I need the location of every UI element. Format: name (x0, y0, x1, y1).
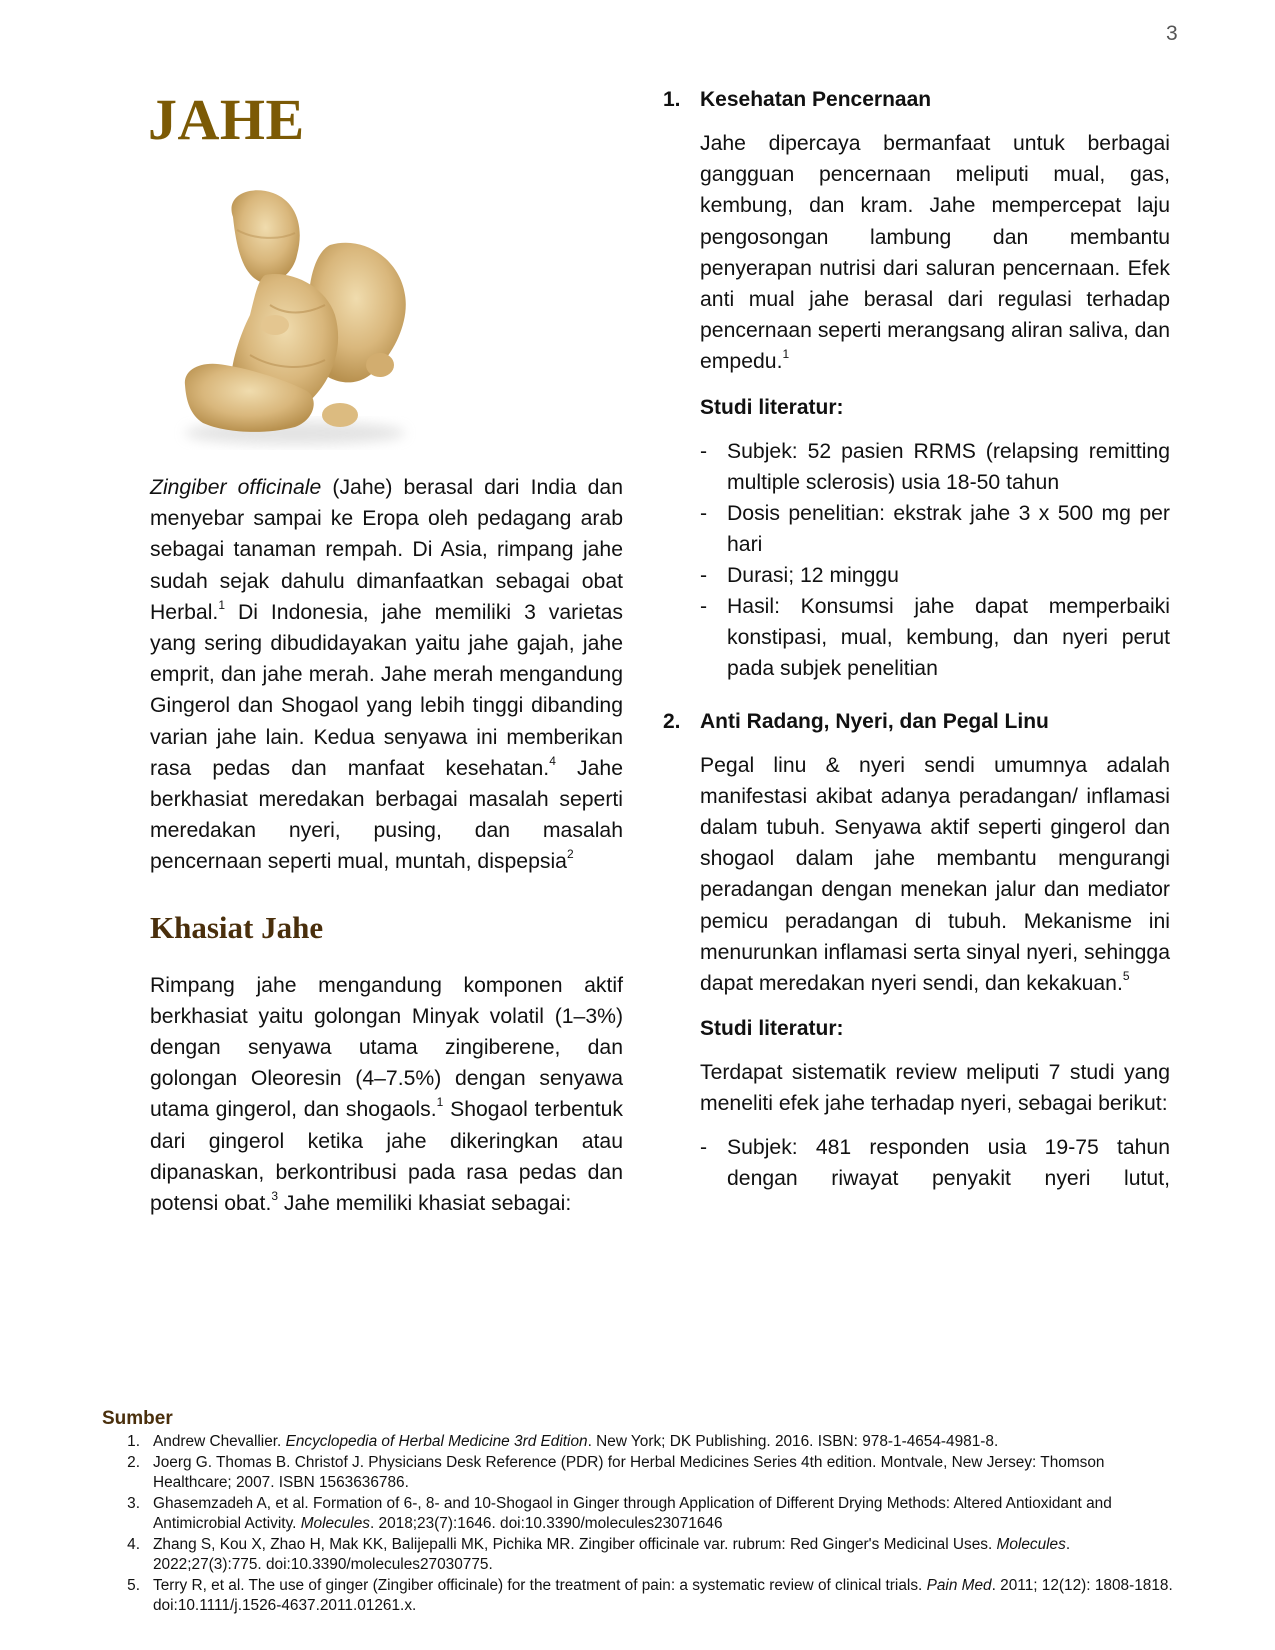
reference-item: 4. Zhang S, Kou X, Zhao H, Mak KK, Balijepalli MK, Pichika MR. Zingiber officinale var. rubrum: Red Ginger's Medicinal Uses. Molecules. 2022;27(3):775. doi:10.3390/molecules27030775. (127, 1535, 1071, 1573)
footnote-ref: 5 (1122, 968, 1130, 983)
page-title: JAHE (148, 87, 305, 152)
section-body: Jahe dipercaya bermanfaat untuk berbagai gangguan pencernaan meliputi mual, gas, kembung, dan kram. Jahe mempercepat laju pengosongan lambung dan membantu penyerapan nutrisi dari saluran pencernaan. Efek anti mual jahe berasal dari regulasi terhadap pencernaan seperti merangsang aliran saliva, dan empedu.$^1$ (700, 132, 1170, 374)
reference-item: 5. Terry R, et al. The use of ginger (Zingiber officinale) for the treatment of pain: a systematic review of clinical trials. Pain Med. 2011; 12(12): 1808-1818. doi:10.1111/j.1526-4637.2011.01261.x. (127, 1576, 1173, 1614)
sources-section (102, 1408, 1182, 1617)
list-item: - Dosis penelitian: ekstrak jahe 3 x 500 mg per hari (700, 501, 1170, 556)
intro-paragraph: Zingiber officinale (Jahe) berasal dari India dan menyebar sampai ke Eropa oleh pedagang arab sebagai tanaman rempah. Di Asia, rimpang jahe sudah sejak dahulu dimanfaatkan sebagai obat Herbal.$^1$ Di Indonesia, jahe memiliki 3 varietas yang sering dibudidayakan yaitu jahe gajah, jahe emprit, dan jahe merah. Jahe merah mengandung Gingerol dan Shogaol yang lebih tinggi dibanding varian jahe lain. Kedua senyawa ini memberikan rasa pedas dan manfaat kesehatan.$^4$ Jahe berkhasiat meredakan berbagai masalah seperti meredakan nyeri, pusing, dan masalah pencernaan seperti mual, muntah, dispepsia$^2$ (150, 476, 623, 874)
footnote-ref: 4 (549, 753, 556, 768)
section-heading: 2. Anti Radang, Nyeri, dan Pegal Linu (663, 709, 1049, 733)
ginger-root-image (155, 165, 430, 455)
khasiat-heading: Khasiat Jahe (150, 909, 324, 945)
reference-item: 3. Ghasemzadeh A, et al. Formation of 6-, 8- and 10-Shogaol in Ginger through Application of Different Drying Methods: Altered Antioxidant and Antimicrobial Activity. Molecules. 2018;23(7):1646. doi:10.3390/molecules23071646 (127, 1494, 1112, 1532)
reference-item: 1. Andrew Chevallier. Encyclopedia of Herbal Medicine 3rd Edition. New York; DK Publishing. 2016. ISBN: 978-1-4654-4981-8. (127, 1433, 999, 1450)
left-column (150, 472, 623, 1219)
footnote-ref: 1 (782, 347, 790, 362)
list-item: - Subjek: 52 pasien RRMS (relapsing remitting multiple sclerosis) usia 18-50 tahun (700, 439, 1170, 494)
list-item: - Subjek: 481 responden usia 19-75 tahun dengan riwayat penyakit nyeri lutut, (700, 1135, 1170, 1190)
footnote-ref: 1 (436, 1095, 444, 1110)
list-item: - Hasil: Konsumsi jahe dapat memperbaiki konstipasi, mual, kembung, dan nyeri perut pada subjek penelitian (700, 594, 1170, 680)
section-body: Pegal linu & nyeri sendi umumnya adalah manifestasi akibat adanya peradangan/ inflamasi dalam tubuh. Senyawa aktif seperti gingerol dan shogaol dalam jahe membantu mengurangi peradangan dengan menekan jalur dan mediator pemicu peradangan di tubuh. Mekanisme ini menurunkan inflamasi serta sinyal nyeri, sehingga dapat meredakan nyeri sendi, dan kekakuan.$^5$ (700, 753, 1170, 996)
footnote-ref: 3 (271, 1189, 279, 1203)
reference-item: 2. Joerg G. Thomas B. Christof J. Physicians Desk Reference (PDR) for Herbal Medicines Series 4th edition. Montvale, New Jersey: Thomson Healthcare; 2007. ISBN 1563636786. (127, 1453, 1105, 1491)
sources-heading: Sumber (102, 1408, 173, 1429)
section-heading: 1. Kesehatan Pencernaan (663, 88, 932, 111)
ginger-illustration-icon (155, 165, 430, 455)
studi-intro: Terdapat sistematik review meliputi 7 studi yang meneliti efek jahe terhadap nyeri, sebagai berikut: (700, 1061, 1170, 1116)
list-item: - Durasi; 12 minggu (700, 563, 899, 587)
right-column (663, 86, 1170, 1194)
species-name: Zingiber officinale (150, 476, 322, 499)
section-anti-inflammation (663, 708, 1170, 1194)
khasiat-paragraph: Rimpang jahe mengandung komponen aktif berkhasiat yaitu golongan Minyak volatil (1–3%) dengan senyawa utama zingiberene, dan golongan Oleoresin (4–7.5%) dengan senyawa utama gingerol, dan shogaols.$^1$ Shogaol terbentuk dari gingerol ketika jahe dikeringkan atau dipanaskan, berkontribusi pada rasa pedas dan potensi obat.$^3$ Jahe memiliki khasiat sebagai: (150, 973, 623, 1216)
study-list (700, 436, 1170, 684)
page-number: 3 (1166, 22, 1178, 45)
study-list (700, 1132, 1170, 1194)
reference-list (102, 1432, 1182, 1617)
section-digestive-health (663, 86, 1170, 684)
studi-literatur-label: Studi literatur: (700, 395, 844, 419)
footnote-ref: 2 (566, 847, 574, 862)
footnote-ref: 1 (218, 597, 225, 612)
studi-literatur-label: Studi literatur: (700, 1017, 844, 1041)
